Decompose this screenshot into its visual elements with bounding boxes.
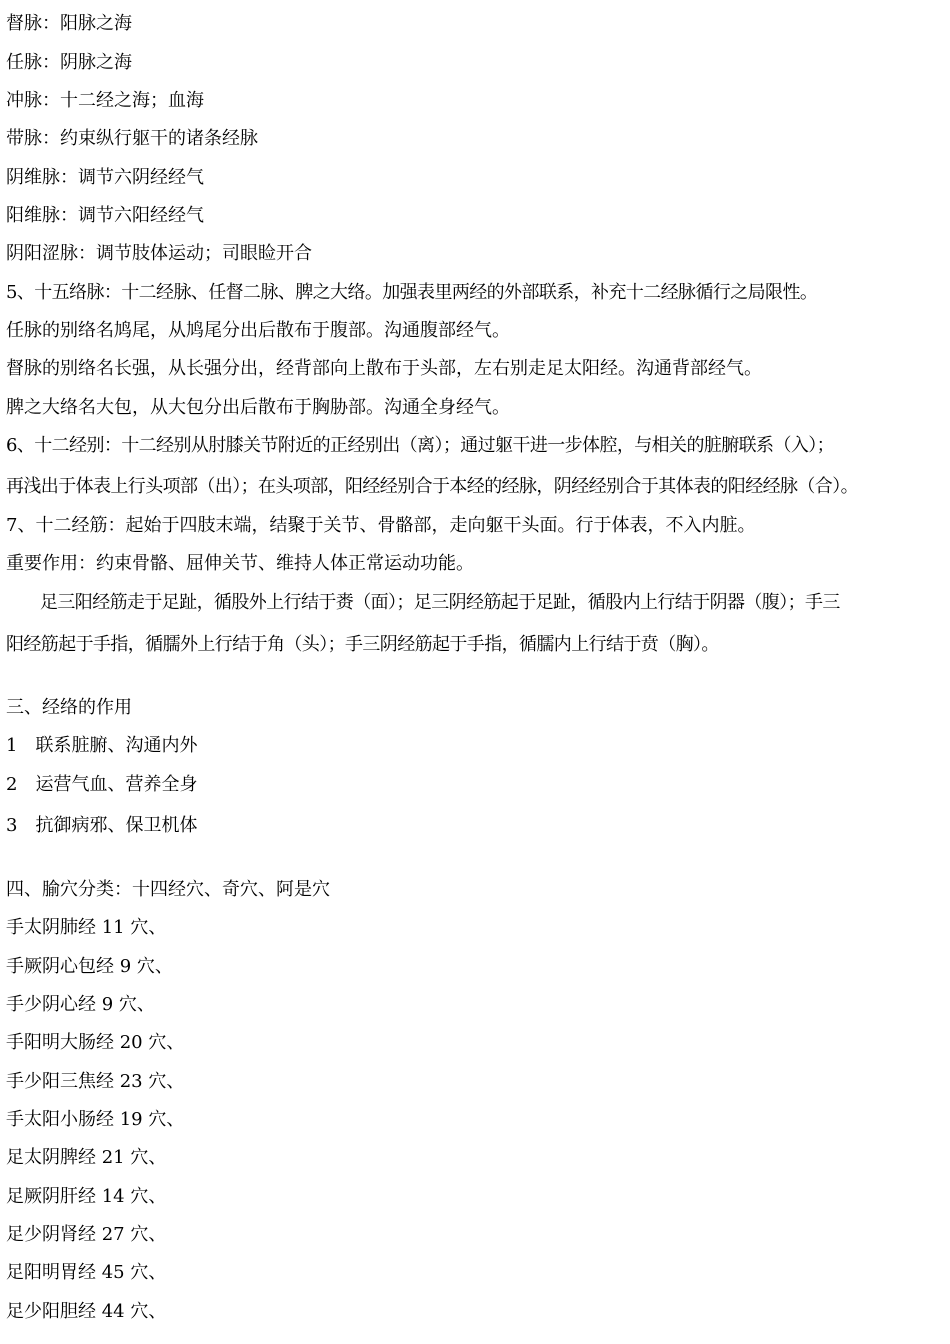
text-line-yin-wei-mai: 阴维脉：调节六阴经经气	[6, 167, 204, 188]
text-line-sinew-meridians: 7、十二经筋：起始于四肢末端，结聚于关节、骨骼部，走向躯干头面。行于体表，不入内脏。	[6, 515, 756, 536]
list-item-meridian-points: 足阳明胃经 45 穴、	[6, 1262, 167, 1283]
text-line-du-mai: 督脉：阳脉之海	[6, 13, 132, 34]
text-line-yin-yang-qiao-mai: 阴阳涩脉：调节肢体运动；司眼睑开合	[6, 243, 312, 264]
text-line-fifteen-collaterals: 5、十五络脉：十二经脉、任督二脉、脾之大络。加强表里两经的外部联系，补充十二经脉循行之局限性。	[6, 282, 818, 303]
list-item-function-1: 1 联系脏腑、沟通内外	[6, 735, 198, 756]
text-line-du-collateral: 督脉的别络名长强，从长强分出，经背部向上散布于头部，左右别走足太阳经。沟通背部经气。	[6, 358, 762, 379]
text-line-sinew-function: 重要作用：约束骨骼、屈伸关节、维持人体正常运动功能。	[6, 553, 474, 574]
text-line-spleen-great-collateral: 脾之大络名大包，从大包分出后散布于胸胁部。沟通全身经气。	[6, 397, 510, 418]
section-heading-acupoint-classification: 四、腧穴分类：十四经穴、奇穴、阿是穴	[6, 879, 330, 900]
list-item-meridian-points: 足少阳胆经 44 穴、	[6, 1301, 167, 1322]
text-line-divergent-meridians-2: 再浅出于体表上行头项部（出）；在头项部，阳经经别合于本经的经脉，阴经经别合于其体表的阳经经脉（合）。	[6, 476, 858, 497]
text-line-divergent-meridians-1: 6、十二经别：十二经别从肘膝关节附近的正经别出（离）；通过躯干进一步体腔，与相关的脏腑联系（入）；	[6, 435, 835, 456]
text-line-ren-collateral: 任脉的别络名鸠尾，从鸠尾分出后散布于腹部。沟通腹部经气。	[6, 320, 510, 341]
list-item-meridian-points: 足太阴脾经 21 穴、	[6, 1147, 167, 1168]
text-line-dai-mai: 带脉：约束纵行躯干的诸条经脉	[6, 128, 258, 149]
section-heading-meridian-functions: 三、经络的作用	[6, 697, 132, 718]
text-line-sinew-paths-2: 阳经筋起于手指，循臑外上行结于角（头）；手三阴经筋起于手指，循臑内上行结于贲（胸）。	[6, 634, 719, 655]
list-item-meridian-points: 足厥阴肝经 14 穴、	[6, 1186, 167, 1207]
text-line-yang-wei-mai: 阳维脉：调节六阳经经气	[6, 205, 204, 226]
list-item-meridian-points: 手少阴心经 9 穴、	[6, 994, 155, 1015]
list-item-meridian-points: 手太阴肺经 11 穴、	[6, 917, 167, 938]
list-item-meridian-points: 足少阴肾经 27 穴、	[6, 1224, 167, 1245]
list-item-meridian-points: 手厥阴心包经 9 穴、	[6, 956, 173, 977]
list-item-function-2: 2 运营气血、营养全身	[6, 774, 198, 795]
list-item-meridian-points: 手阳明大肠经 20 穴、	[6, 1032, 185, 1053]
list-item-meridian-points: 手太阳小肠经 19 穴、	[6, 1109, 185, 1130]
text-line-ren-mai: 任脉：阴脉之海	[6, 52, 132, 73]
list-item-function-3: 3 抗御病邪、保卫机体	[6, 815, 198, 836]
list-item-meridian-points: 手少阳三焦经 23 穴、	[6, 1071, 185, 1092]
text-line-sinew-paths-1: 足三阳经筋走于足趾，循股外上行结于赉（面）；足三阴经筋起于足趾，循股内上行结于阴器（腹）；手三	[40, 592, 840, 613]
text-line-chong-mai: 冲脉：十二经之海；血海	[6, 90, 204, 111]
